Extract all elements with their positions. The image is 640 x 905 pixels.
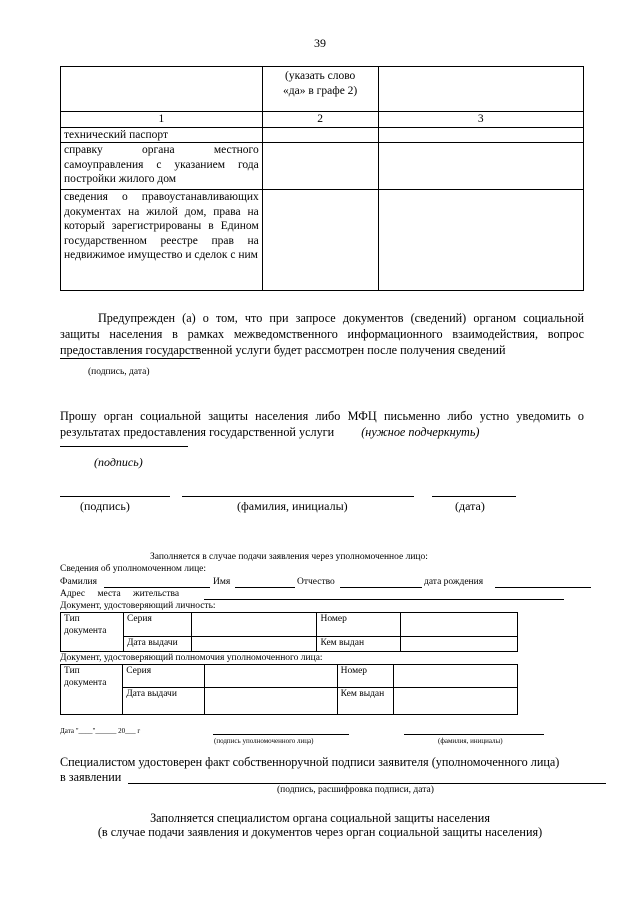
signature-line[interactable]: [60, 496, 170, 497]
check-cell[interactable]: [262, 143, 378, 190]
issued-by-label: Кем выдан: [337, 688, 394, 715]
name-label: Имя: [213, 577, 231, 587]
issue-date-field[interactable]: [205, 688, 337, 715]
warning-caption: (подпись, дата): [88, 367, 150, 377]
series-field[interactable]: [205, 665, 337, 688]
address-field[interactable]: [204, 599, 564, 600]
issue-date-label: Дата выдачи: [123, 688, 205, 715]
date-line[interactable]: [432, 496, 516, 497]
address-label: Адрес места жительства: [60, 589, 180, 599]
table-row: [61, 127, 584, 143]
request-caption: (подпись): [94, 455, 143, 469]
specialist-text: Специалистом удостоверен факт собственноручной подписи заявителя (уполномоченного лица): [60, 755, 560, 769]
representative-signature-caption: (подпись уполномоченного лица): [214, 737, 314, 745]
issued-by-field[interactable]: [394, 688, 518, 715]
patronymic-field[interactable]: [340, 587, 422, 588]
series-label: Серия: [123, 665, 205, 688]
row-label: сведения о правоустанавливающих документах на жилой дом, права на который зарегистрированы в Едином государственном реестре прав на недвижимое имущество и сделок с ним: [61, 190, 263, 291]
request-signature-line[interactable]: [60, 446, 188, 447]
page-number: 39: [314, 36, 326, 50]
representative-signature-line[interactable]: [213, 734, 349, 735]
issue-date-label: Дата выдачи: [123, 637, 191, 652]
surname-label: Фамилия: [60, 577, 98, 587]
number-field[interactable]: [401, 613, 518, 637]
name-caption: (фамилия, инициалы): [237, 499, 348, 513]
footer-line2: (в случае подачи заявления и документов через орган социальной защиты населения): [97, 825, 543, 839]
table-header-row: [61, 67, 584, 112]
issued-by-label: Кем выдан: [317, 637, 401, 652]
table-row: [61, 143, 584, 190]
identity-doc-table: [60, 612, 518, 652]
row-label: справку органа местного самоуправления с указанием года постройки жилого дом: [61, 143, 263, 190]
number-label: Номер: [337, 665, 394, 688]
specialist-in-statement: в заявлении: [60, 770, 122, 784]
patronymic-label: Отчество: [297, 577, 335, 587]
identity-doc-label: Документ, удостоверяющий личность:: [60, 601, 216, 611]
note-cell[interactable]: [378, 190, 583, 291]
header-col2: (указать слово «да» в графе 2): [262, 67, 378, 112]
date-caption: (дата): [455, 499, 485, 513]
series-label: Серия: [123, 613, 191, 637]
name-field[interactable]: [235, 587, 295, 588]
col-number: 2: [262, 112, 378, 128]
doc-type-label: Тип документа: [61, 665, 123, 715]
number-field[interactable]: [394, 665, 518, 688]
signature-caption: (подпись): [80, 499, 130, 513]
birth-date-field[interactable]: [495, 587, 591, 588]
footer-line1: Заполняется специалистом органа социальной защиты населения: [150, 811, 490, 825]
name-line[interactable]: [182, 496, 414, 497]
check-cell[interactable]: [262, 190, 378, 291]
specialist-caption: (подпись, расшифровка подписи, дата): [277, 785, 434, 795]
authority-doc-label: Документ, удостоверяющий полномочия уполномоченного лица:: [60, 653, 323, 663]
representative-title: Заполняется в случае подачи заявления через уполномоченное лицо:: [150, 552, 428, 562]
representative-name-caption: (фамилия, инициалы): [438, 737, 503, 745]
note-cell[interactable]: [378, 143, 583, 190]
representative-info-label: Сведения об уполномоченном лице:: [60, 564, 207, 574]
series-field[interactable]: [191, 613, 317, 637]
row-label: технический паспорт: [61, 127, 263, 143]
surname-field[interactable]: [104, 587, 210, 588]
birth-date-label: дата рождения: [424, 577, 484, 587]
specialist-signature-line[interactable]: [128, 783, 606, 784]
request-body: Прошу орган социальной защиты населения либо МФЦ письменно либо устно уведомить о результатах предоставления государственной услуги: [60, 409, 584, 439]
representative-date-line: Дата "____"______ 20___ г: [60, 727, 141, 735]
authority-doc-table: [60, 664, 518, 715]
table-row: [61, 190, 584, 291]
table-numbers-row: [61, 112, 584, 128]
check-cell[interactable]: [262, 127, 378, 143]
col-number: 1: [61, 112, 263, 128]
issue-date-field[interactable]: [191, 637, 317, 652]
representative-name-line[interactable]: [404, 734, 544, 735]
note-cell[interactable]: [378, 127, 583, 143]
number-label: Номер: [317, 613, 401, 637]
doc-type-label: Тип документа: [61, 613, 124, 652]
request-text: [60, 408, 584, 440]
documents-table: [60, 66, 584, 291]
request-hint: (нужное подчеркнуть): [361, 425, 480, 439]
warning-text: Предупрежден (а) о том, что при запросе документов (сведений) органом социальной защиты населения в рамках межведомственного информационного взаимодействия, вопрос предоставления государственной услуги будет рассмотрен после получения сведений: [60, 311, 584, 357]
warning-signature-line[interactable]: [60, 358, 200, 359]
col-number: 3: [378, 112, 583, 128]
issued-by-field[interactable]: [401, 637, 518, 652]
